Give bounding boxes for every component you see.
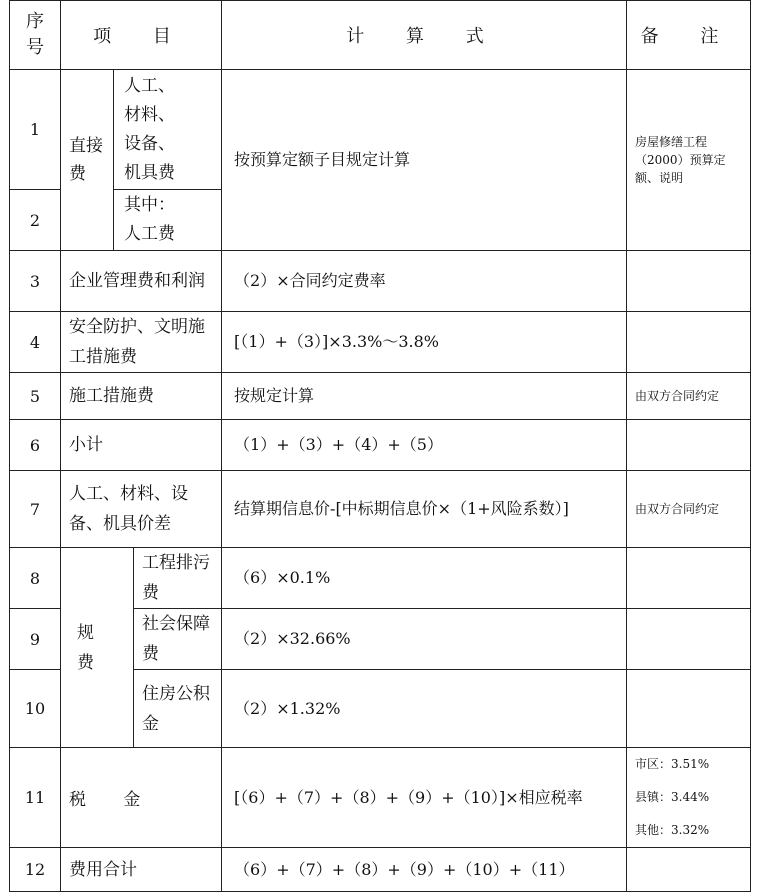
row-item	[61, 471, 222, 548]
table-row	[10, 251, 751, 312]
row-formula: [（1）+（3）]×3.3%～3.8%	[222, 312, 627, 373]
row-remark: 由双方合同约定	[627, 373, 751, 420]
header-formula-label: 计 算 式	[346, 26, 502, 47]
row-remark	[627, 609, 751, 670]
row-remark-label: 房屋修缮工程（2000）预算定额、说明	[635, 135, 726, 185]
table-row	[10, 748, 751, 848]
tax-rate-other: 其他：3.32%	[635, 823, 710, 837]
row-number: 9	[10, 609, 61, 670]
row-remark: 由双方合同约定	[627, 471, 751, 548]
direct-cost-group	[61, 70, 114, 251]
tax-rate-county: 县镇：3.44%	[635, 790, 710, 804]
row-formula: （6）×0.1%	[222, 548, 627, 609]
row-number: 2	[10, 190, 61, 251]
row-number: 6	[10, 420, 61, 471]
row-item-label: 住房公积金	[142, 683, 210, 734]
row-number: 11	[10, 748, 61, 848]
row-number: 4	[10, 312, 61, 373]
row-remark	[627, 748, 751, 848]
row-item: 小计	[61, 420, 222, 471]
row-remark	[627, 420, 751, 471]
row-number: 12	[10, 848, 61, 892]
regulatory-fee-group-label: 规费	[77, 622, 94, 673]
tax-rate-urban: 市区：3.51%	[635, 757, 710, 771]
header-formula	[222, 1, 627, 70]
row-formula: （2）×合同约定费率	[222, 251, 627, 312]
row-item-label: 企业管理费和利润	[69, 271, 205, 291]
row-item	[134, 548, 222, 609]
row-formula: （6）+（7）+（8）+（9）+（10）+（11）	[222, 848, 627, 892]
table-row	[10, 373, 751, 420]
row-number: 10	[10, 670, 61, 748]
row-item	[134, 609, 222, 670]
row-formula: （2）×32.66%	[222, 609, 627, 670]
row-item-label: 工程排污费	[142, 553, 210, 603]
row-formula: （2）×1.32%	[222, 670, 627, 748]
row-item: 费用合计	[61, 848, 222, 892]
row-formula	[222, 748, 627, 848]
row-formula: 按规定计算	[222, 373, 627, 420]
table-row	[10, 70, 751, 190]
header-seq	[10, 1, 61, 70]
row-item	[114, 190, 222, 251]
row-item-label: 人工、材料、设备、机具费	[124, 75, 175, 183]
row-item	[134, 670, 222, 748]
header-seq-label: 序号	[26, 11, 44, 58]
row-number: 1	[10, 70, 61, 190]
row-item-label: 人工、材料、设备、机具价差	[69, 484, 188, 534]
row-item-label: 社会保障费	[142, 614, 210, 664]
row-formula: （1）+（3）+（4）+（5）	[222, 420, 627, 471]
row-item: 施工措施费	[61, 373, 222, 420]
header-item-label: 项 目	[93, 26, 189, 47]
row-item	[61, 312, 222, 373]
row-formula-label: [（6）+（7）+（8）+（9）+（10）]×相应税率	[234, 787, 583, 807]
header-row	[10, 1, 751, 70]
row-number: 5	[10, 373, 61, 420]
table-row	[10, 471, 751, 548]
row-item-label: 安全防护、文明施工措施费	[69, 317, 205, 367]
row-remark	[627, 670, 751, 748]
table-row	[10, 420, 751, 471]
row-remark	[627, 312, 751, 373]
row-formula	[222, 471, 627, 548]
row-item: 税 金	[61, 748, 222, 848]
table-row	[10, 548, 751, 609]
row-item	[61, 251, 222, 312]
row-remark	[627, 548, 751, 609]
row-remark	[627, 251, 751, 312]
row-remark	[627, 848, 751, 892]
row-formula: 按预算定额子目规定计算	[222, 70, 627, 251]
table-row	[10, 312, 751, 373]
row-number: 7	[10, 471, 61, 548]
header-item	[61, 1, 222, 70]
row-number: 8	[10, 548, 61, 609]
header-remark-label: 备 注	[640, 26, 737, 47]
row-remark	[627, 70, 751, 251]
direct-cost-group-label: 直接费	[69, 136, 103, 184]
regulatory-fee-group	[61, 548, 134, 748]
header-remark	[627, 1, 751, 70]
row-number: 3	[10, 251, 61, 312]
fee-calculation-table	[9, 0, 751, 892]
row-formula-label: 结算期信息价-[中标期信息价×（1+风险系数）]	[234, 499, 569, 518]
row-item-label: 其中：人工费	[124, 195, 175, 244]
row-item	[114, 70, 222, 190]
table-row	[10, 848, 751, 892]
